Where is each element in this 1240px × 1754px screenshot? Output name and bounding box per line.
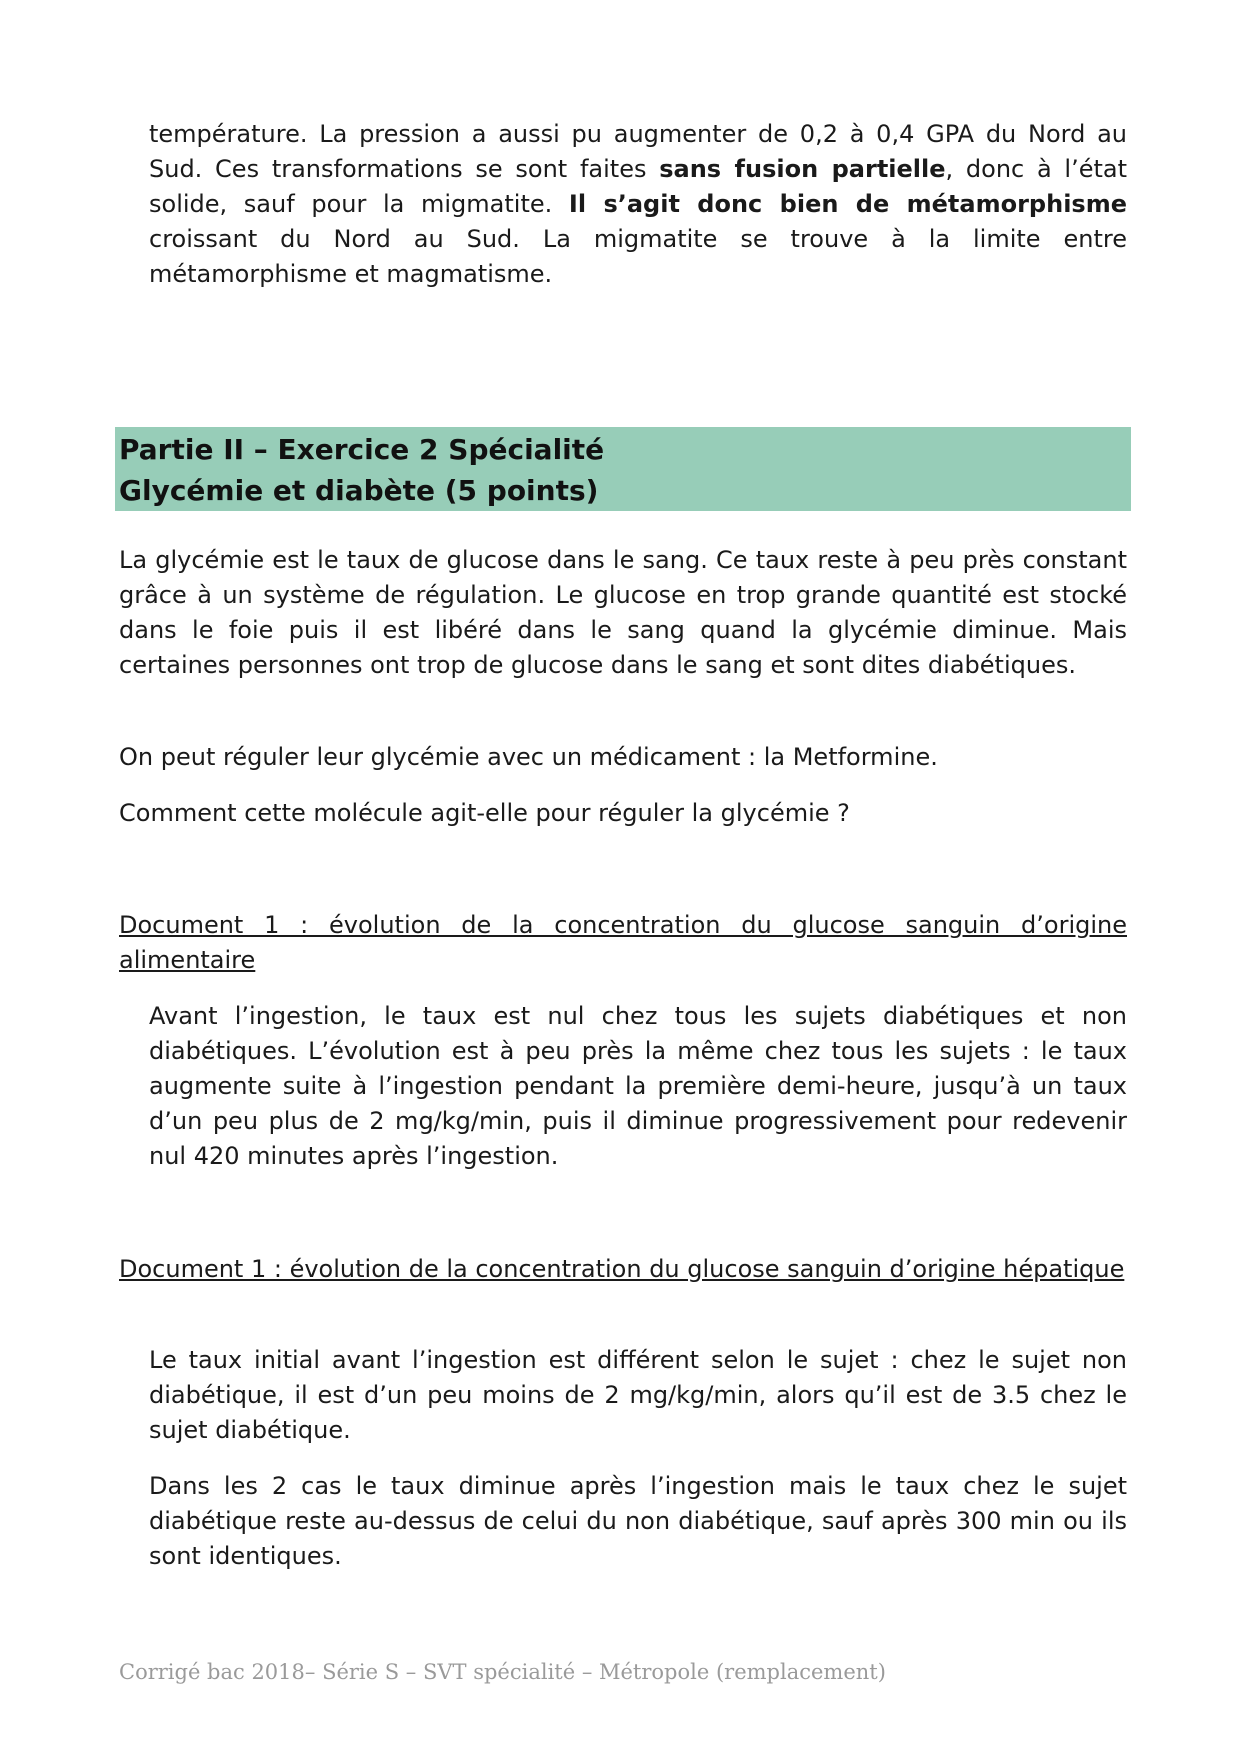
glycemia-paragraph: La glycémie est le taux de glucose dans le sang. Ce taux reste à peu près constant grâce à un système de régulation. Le glucose en trop grande quantité est stocké dans le foie puis il est libéré dans le sang quand la glycémie diminue. Mais certaines personnes ont trop de glucose dans le sang et sont dites diabétiques. [119,546,1127,679]
intro-paragraph [149,117,1127,292]
section-title-line2: Glycémie et diabète (5 points) [119,474,599,507]
document2-text-1: Le taux initial avant l’ingestion est différent selon le sujet : chez le sujet non diabétique, il est d’un peu moins de 2 mg/kg/min, alors qu’il est de 3.5 chez le sujet diabétique. [149,1346,1127,1444]
intro-bold-2: Il s’agit donc bien de métamorphisme [568,190,1127,218]
document1-title: Document 1 : évolution de la concentration du glucose sanguin d’origine alimentaire [119,911,1127,974]
intro-bold-1: sans fusion partielle [659,155,946,183]
metformine-paragraph: On peut réguler leur glycémie avec un médicament : la Metformine. [119,743,938,771]
document2-text-2: Dans les 2 cas le taux diminue après l’ingestion mais le taux chez le sujet diabétique reste au-dessus de celui du non diabétique, sauf après 300 min ou ils sont identiques. [149,1472,1127,1570]
section-title-line1: Partie II – Exercice 2 Spécialité [119,433,605,466]
section-header [115,427,1131,511]
intro-text-2: , donc à l’état solide, sauf pour la migmatite. [149,155,1128,218]
page-footer: Corrigé bac 2018– Série S – SVT spécialité – Métropole (remplacement) [119,1660,886,1684]
document1-text: Avant l’ingestion, le taux est nul chez tous les sujets diabétiques et non diabétiques. L’évolution est à peu près la même chez tous les sujets : le taux augmente suite à l’ingestion pendant la première demi-heure, jusqu’à un taux d’un peu plus de 2 mg/kg/min, puis il diminue progressivement pour redevenir nul 420 minutes après l’ingestion. [149,1002,1127,1170]
question-paragraph: Comment cette molécule agit-elle pour réguler la glycémie ? [119,799,850,827]
document2-title: Document 1 : évolution de la concentration du glucose sanguin d’origine hépatique [119,1255,1125,1283]
intro-text-3: croissant du Nord au Sud. La migmatite se trouve à la limite entre métamorphisme et magmatisme. [149,225,1127,288]
intro-text-1: température. La pression a aussi pu augmenter de 0,2 à 0,4 GPA du Nord au Sud. Ces transformations se sont faites [149,120,1127,183]
